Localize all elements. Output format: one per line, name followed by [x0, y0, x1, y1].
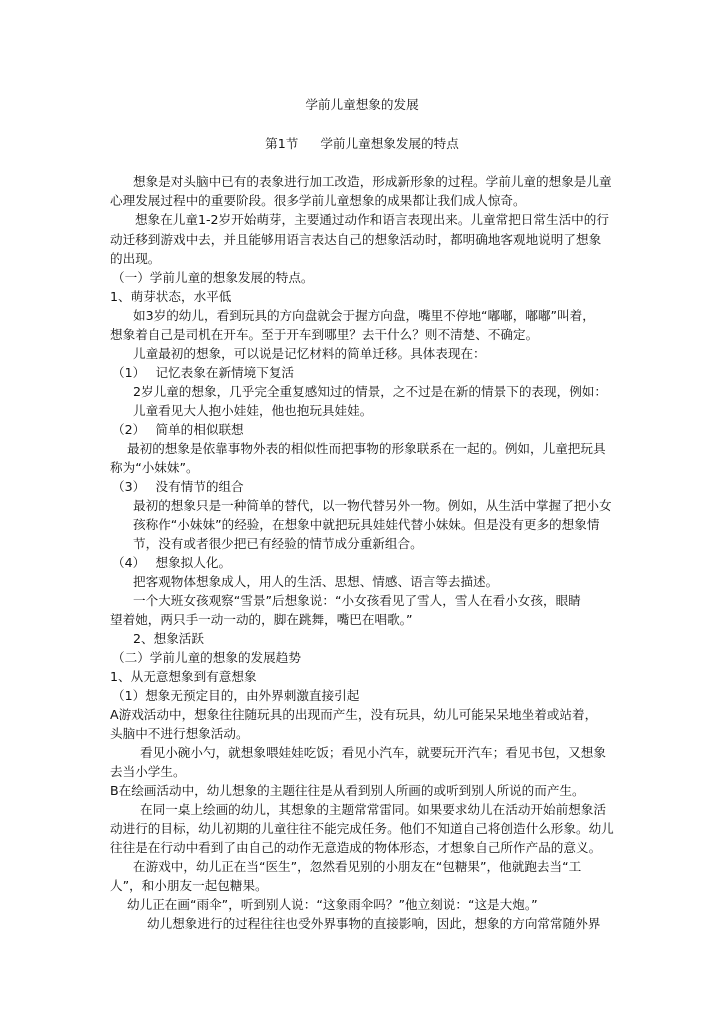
paragraph-line: 在同一桌上绘画的幼儿，其想象的主题常常雷同。如果要求幼儿在活动开始前想象活 [140, 802, 606, 817]
paragraph-line: 2岁儿童的想象，几乎完全重复感知过的情景，之不过是在新的情景下的表现，例如： [133, 384, 607, 399]
paragraph-line: 望着她，两只手一动一动的，脚在跳舞，嘴巴在唱歌。” [110, 612, 413, 627]
paragraph-line: 动迁移到游戏中去，并且能够用语言表达自己的想象活动时，都明确地客观地说明了想象 [110, 232, 602, 247]
paragraph-line: 最初的想象是依靠事物外表的相似性而把事物的形象联系在一起的。例如，儿童把玩具 [127, 441, 606, 456]
paragraph-line: 幼儿正在画“雨伞”，听到别人说：“这象雨伞吗？”他立刻说：“这是大炮。” [127, 897, 538, 912]
item-heading: （1） 记忆表象在新情境下复活 [112, 365, 295, 380]
paragraph-line: 头脑中不进行想象活动。 [110, 726, 249, 741]
paragraph-line: 一个大班女孩观察“雪景”后想象说：“小女孩看见了雪人，雪人在看小女孩，眼睛 [133, 593, 581, 608]
item-heading: （4） 想象拟人化。 [112, 555, 232, 570]
paragraph-line: B在绘画活动中，幼儿想象的主题往往是从看到别人所画的或听到别人所说的而产生。 [110, 783, 585, 798]
paragraph-line: 想象着自己是司机在开车。至于开车到哪里？去干什么？则不清楚、不确定。 [110, 327, 539, 342]
paragraph-line: 孩称作“小妹妹”的经验，在想象中就把玩具娃娃代替小妹妹。但是没有更多的想象情 [133, 517, 600, 532]
subsection-heading: （一）学前儿童的想象发展的特点。 [112, 270, 314, 285]
section-title: 学前儿童想象发展的特点 [320, 136, 459, 151]
paragraph-line: 最初的想象只是一种简单的替代，以一物代替另外一物。例如，从生活中掌握了把小女 [133, 498, 612, 513]
paragraph-line: 幼儿想象进行的过程往往也受外界事物的直接影响，因此，想象的方向常常随外界 [147, 916, 601, 931]
paragraph-line: 儿童最初的想象，可以说是记忆材料的简单迁移。具体表现在： [133, 346, 486, 361]
paragraph-line: 如3岁的幼儿，看到玩具的方向盘就会于握方向盘，嘴里不停地“嘟嘟，嘟嘟”叫着， [133, 308, 595, 323]
paragraph-line: 想象在儿童1-2岁开始萌芽，主要通过动作和语言表现出来。儿童常把日常生活中的行 [135, 212, 609, 227]
paragraph-line: 在游戏中，幼儿正在当“医生”，忽然看见别的小朋友在“包糖果”，他就跑去当“工 [133, 859, 582, 874]
item-heading: （3） 没有情节的组合 [112, 479, 244, 494]
paragraph-line: 节，没有或者很少把已有经验的情节成分重新组合。 [133, 536, 423, 551]
subsection-heading: （二）学前儿童的想象的发展趋势 [112, 650, 301, 665]
paragraph-line: 动进行的目标，幼儿初期的儿童往往不能完成任务。他们不知道自己将创造什么形象。幼儿 [110, 821, 614, 836]
paragraph-line: 把客观物体想象成人，用人的生活、思想、情感、语言等去描述。 [133, 574, 499, 589]
paragraph-line: 想象是对头脑中已有的表象进行加工改造，形成新形象的过程。学前儿童的想象是儿童 [133, 174, 612, 189]
paragraph-line: 往往是在行动中看到了由自己的动作无意造成的物体形态，才想象自己所作产品的意义。 [110, 840, 602, 855]
paragraph-line: 儿童看见大人抱小娃娃，他也抱玩具娃娃。 [133, 403, 373, 418]
section-number: 第1节 [265, 136, 299, 151]
paragraph-line: 人”，和小朋友一起包糖果。 [110, 878, 268, 893]
paragraph-line: A游戏活动中，想象往往随玩具的出现而产生，没有玩具，幼儿可能呆呆地坐着或站着， [110, 707, 598, 722]
paragraph-line: 心理发展过程中的重要阶段。很多学前儿童想象的成果都让我们成人惊奇。 [110, 193, 526, 208]
item-heading: 1、萌芽状态，水平低 [110, 289, 232, 304]
paragraph-line: 去当小学生。 [110, 764, 186, 779]
paragraph-line: 看见小碗小勺，就想象喂娃娃吃饭；看见小汽车，就要玩开汽车；看见书包，又想象 [140, 745, 606, 760]
item-heading: （1）想象无预定目的，由外界刺激直接引起 [112, 688, 360, 703]
paragraph-line: 的出现。 [110, 251, 161, 266]
section-heading [0, 134, 724, 154]
paragraph-line: 称为“小妹妹”。 [110, 460, 199, 475]
document-title: 学前儿童想象的发展 [305, 97, 419, 112]
item-heading: （2） 简单的相似联想 [112, 422, 244, 437]
item-heading: 2、想象活跃 [133, 631, 204, 646]
item-heading: 1、从无意想象到有意想象 [110, 669, 257, 684]
